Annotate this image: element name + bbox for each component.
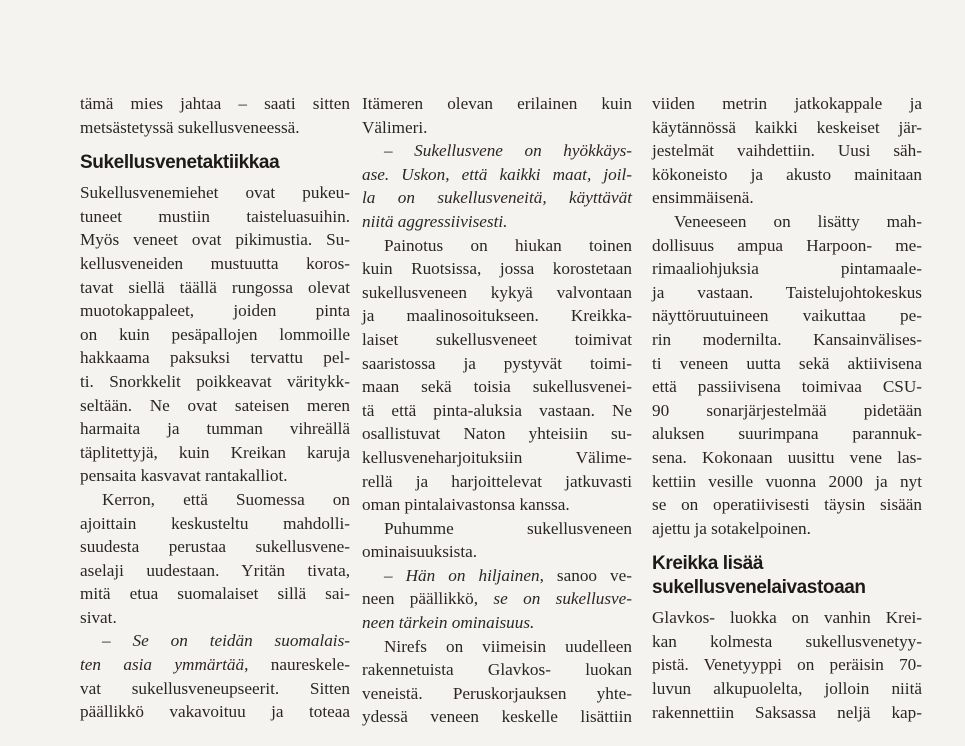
text-line: metsästetyssä sukellusveneessä.	[80, 117, 300, 137]
text-line: saaristossa ja pystyvät toimi-	[362, 353, 632, 373]
column-3	[652, 92, 922, 724]
text-line: osallistuvat Naton yhteisiin su-	[362, 424, 632, 444]
text-line: ti veneen uutta sekä aktiivisena	[652, 353, 922, 373]
section-heading: Kreikka lisää	[652, 553, 763, 575]
text-line: sukellusveneen kykyä valvontaan	[362, 282, 632, 302]
text-line: kökoneisto ja akusto mainitaan	[652, 164, 922, 184]
text-line: että passiivisena toimivaa CSU-	[652, 377, 922, 397]
text-line: päällikkö vakavoituu ja toteaa	[80, 702, 350, 722]
text-line: sena. Kokonaan uusittu vene las-	[652, 447, 922, 467]
text-line: Puhumme sukellusveneen	[384, 518, 632, 538]
text-line: käytännössä kaikki keskeiset jär-	[652, 117, 922, 137]
text-line: kan kolmesta sukellusvenetyy-	[652, 631, 922, 651]
text-line: harmaita ja tumman vihreällä	[80, 419, 350, 439]
text-line: tuneet mustiin taisteluasuihin.	[80, 206, 350, 226]
text-line: Kerron, että Suomessa on	[102, 489, 350, 509]
text-line: veneistä. Peruskorjauksen yhte-	[362, 683, 632, 703]
text-line: tämä mies jahtaa – saati sitten	[80, 94, 350, 113]
text-line: rakennetuista Glavkos- luokan	[362, 660, 632, 680]
text-line: maan sekä toisia sukellusvenei-	[362, 377, 632, 397]
quote-line: ase. Uskon, että kaikki maat, joil-	[362, 164, 632, 184]
quote-fragment: ten asia ymmärtää	[80, 655, 245, 675]
text-line: laiset sukellusveneet toimivat	[362, 329, 632, 349]
text-line: Myös veneet ovat pikimustia. Su-	[80, 230, 350, 250]
text-line	[362, 564, 632, 588]
text-line: sivat.	[80, 607, 117, 627]
section-heading: sukellusvenelaivastoaan	[652, 577, 866, 599]
text-line: mitä etua suomalaiset sillä sai-	[80, 584, 350, 604]
text-line: kettiin vesille vuonna 2000 ja nyt	[652, 471, 922, 491]
text-line: rellä ja harjoittelevat jatkuvasti	[362, 471, 632, 491]
text-line: pistä. Venetyyppi on peräisin 70-	[652, 655, 922, 675]
quote-fragment: se on sukellusve-	[493, 589, 632, 609]
text-line	[362, 587, 632, 611]
quote-line: – Sukellusvene on hyökkäys-	[384, 141, 632, 161]
column-1	[80, 92, 350, 724]
quote-line: niitä aggressiivisesti.	[362, 211, 508, 231]
text-line: on kuin pesäpallojen lommoille	[80, 324, 350, 344]
text-fragment: , sanoo ve-	[539, 565, 632, 585]
text-line: Sukellusvenemiehet ovat pukeu-	[80, 183, 350, 203]
text-line: ajoittain keskusteltu mahdolli-	[80, 513, 350, 533]
text-line: kuin Ruotsissa, jossa korostetaan	[362, 259, 632, 279]
quote-line: la on sukellusveneitä, käyttävät	[362, 188, 632, 208]
text-line: aluksen suurimpana parannuk-	[652, 424, 922, 444]
text-line: Välimeri.	[362, 117, 428, 137]
text-line: Glavkos- luokka on vanhin Krei-	[652, 608, 922, 628]
text-line: rin modernilta. Kansainvälises-	[652, 329, 922, 349]
text-line: viiden metrin jatkokappale ja	[652, 94, 922, 113]
text-line: se on operatiivisesti täysin sisään	[652, 495, 922, 515]
text-line: ydessä veneen keskelle lisättiin	[362, 707, 632, 727]
text-line	[80, 653, 350, 677]
text-line: kellusveneiden mustuutta koros-	[80, 253, 350, 273]
text-line: ja maalinosoitukseen. Kreikka-	[362, 306, 632, 326]
text-line: Veneeseen on lisätty mah-	[674, 211, 922, 231]
text-line: Itämeren olevan erilainen kuin	[362, 94, 632, 113]
text-fragment: neen päällikkö,	[362, 589, 494, 609]
text-line: ja vastaan. Taistelujohtokeskus	[652, 282, 922, 302]
quote-line: neen tärkein ominaisuus.	[362, 613, 535, 633]
text-line: rakennettiin Saksassa neljä kap-	[652, 702, 922, 722]
text-line: seltään. Ne ovat sateisen meren	[80, 395, 350, 415]
text-line: tä että pinta-aluksia vastaan. Ne	[362, 400, 632, 420]
text-line: täplitettyjä, kuin Kreikan karuja	[80, 442, 350, 462]
text-line: 90 sonarjärjestelmää pidetään	[652, 400, 922, 420]
text-line: vat sukellusveneupseerit. Sitten	[80, 678, 350, 698]
text-line: luvun alkupuolelta, jolloin niitä	[652, 679, 922, 699]
quote-line: – Se on teidän suomalais-	[102, 631, 350, 651]
text-line: hakkaama paksuksi tervattu pel-	[80, 348, 350, 368]
text-line: suudesta perustaa sukellusvene-	[80, 537, 350, 557]
text-line: rimaaliohjuksia pintamaale-	[652, 259, 922, 279]
text-line: jestelmät vaihdettiin. Uusi säh-	[652, 141, 922, 161]
text-line: dollisuus ampua Harpoon- me-	[652, 235, 922, 255]
text-line: ti. Snorkkelit poikkeavat väritykk-	[80, 371, 350, 391]
text-line: näyttöruutuineen vaikuttaa pe-	[652, 306, 922, 326]
text-line: oman pintalaivastonsa kanssa.	[362, 495, 570, 515]
column-2	[362, 92, 632, 729]
text-line: kellusveneharjoituksiin Välime-	[362, 447, 632, 467]
quote-fragment: – Hän on hiljainen	[384, 565, 540, 585]
text-line: ominaisuuksista.	[362, 542, 478, 562]
text-line: tavat siellä täällä rungossa olevat	[80, 277, 350, 297]
text-line: muotokappaleet, joiden pinta	[80, 301, 350, 321]
text-line: ensimmäisenä.	[652, 188, 754, 208]
text-line: aselaji uudestaan. Yritän tivata,	[80, 560, 350, 580]
text-line: Painotus on hiukan toinen	[384, 235, 632, 255]
text-fragment: , naureskele-	[244, 655, 350, 675]
text-line: pensaita kasvavat rantakalliot.	[80, 466, 288, 486]
text-line: ajettu ja sotakelpoinen.	[652, 518, 811, 538]
text-line: Nirefs on viimeisin uudelleen	[384, 636, 632, 656]
section-heading: Sukellusvenetaktiikkaa	[80, 152, 280, 174]
